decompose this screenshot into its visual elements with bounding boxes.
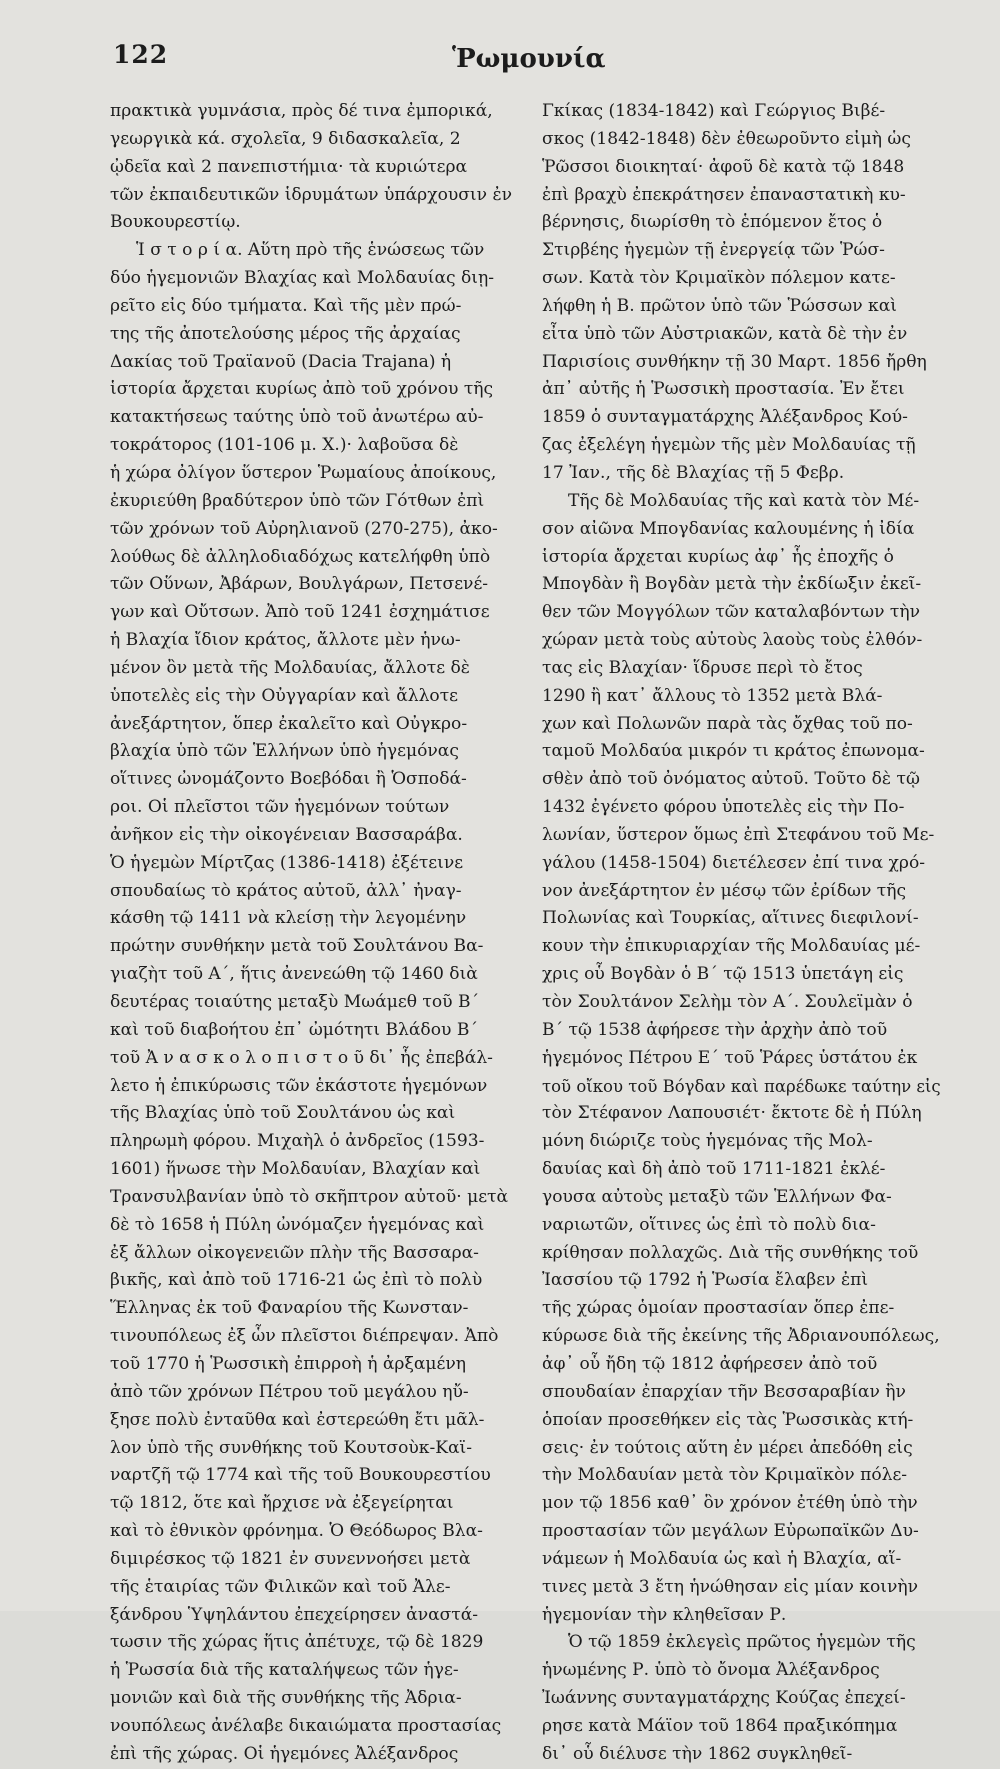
text-line: Βουκουρεστίῳ. xyxy=(110,212,241,233)
text-line: χώραν μετὰ τοὺς αὐτοὺς λαοὺς τοὺς ἐλθόν- xyxy=(542,630,923,651)
right-text-column xyxy=(542,98,946,1769)
text-line: τῷ 1812, ὅτε καὶ ἤρχισε νὰ ἐξεγείρηται xyxy=(110,1493,454,1514)
text-line: τῆς ἑταιρίας τῶν Φιλικῶν καὶ τοῦ Ἀλε- xyxy=(110,1576,451,1597)
text-line: θεν τῶν Μογγόλων τῶν καταλαβόντων τὴν xyxy=(542,602,921,623)
text-line: Ἱ σ τ ο ρ ί α. Αὕτη πρὸ τῆς ἑνώσεως τῶν xyxy=(136,240,485,261)
text-line: ἐπὶ βραχὺ ἐπεκράτησεν ἐπαναστατικὴ κυ- xyxy=(542,184,906,205)
text-line: ναριωτῶν, οἵτινες ὡς ἐπὶ τὸ πολὺ δια- xyxy=(542,1214,876,1235)
text-line: ρεῖτο εἰς δύο τμήματα. Καὶ τῆς μὲν πρώ- xyxy=(110,295,462,316)
text-line: τῶν ἐκπαιδευτικῶν ἱδρυμάτων ὑπάρχουσιν ἐν xyxy=(110,184,513,205)
text-line: ροι. Οἱ πλεῖστοι τῶν ἡγεμόνων τούτων xyxy=(110,797,450,818)
text-line: ἀπὸ τῶν χρόνων Πέτρου τοῦ μεγάλου ηὔ- xyxy=(110,1381,469,1402)
text-line: 1601) ἥνωσε τὴν Μολδαυίαν, Βλαχίαν καὶ xyxy=(110,1159,481,1180)
text-line: γεωργικὰ κά. σχολεῖα, 9 διδασκαλεῖα, 2 xyxy=(110,128,461,149)
text-line: εἶτα ὑπὸ τῶν Αὐστριακῶν, κατὰ δὲ τὴν ἐν xyxy=(542,323,908,344)
text-line: λούθως δὲ ἀλληλοδιαδόχως κατελήφθη ὑπὸ xyxy=(110,546,491,567)
text-line: Γκίκας (1834-1842) καὶ Γεώργιος Βιβέ- xyxy=(542,101,886,121)
text-line: σπουδαίαν ἐπαρχίαν τῆν Βεσσαραβίαν ἣν xyxy=(542,1381,906,1402)
running-title: Ῥωμουνία xyxy=(452,44,606,74)
text-line: Ῥῶσσοι διοικηταί· ἀφοῦ δὲ κατὰ τῷ 1848 xyxy=(542,156,905,177)
text-line: χων καὶ Πολωνῶν παρὰ τὰς ὄχθας τοῦ πο- xyxy=(542,713,913,734)
text-line: ξησε πολὺ ἐνταῦθα καὶ ἐστερεώθη ἔτι μᾶλ- xyxy=(110,1409,485,1430)
text-line: τὴν Μολδαυίαν μετὰ τὸν Κριμαϊκὸν πόλε- xyxy=(542,1465,908,1486)
text-line: καὶ τοῦ διαβοήτου ἐπ᾽ ὠμότητι Βλάδου Β΄ xyxy=(110,1019,478,1040)
text-line: βλαχία ὑπὸ τῶν Ἑλλήνων ὑπὸ ἡγεμόνας xyxy=(110,741,459,762)
text-line: ᾠδεῖα καὶ 2 πανεπιστήμια· τὰ κυριώτερα xyxy=(110,156,468,177)
page-number: 122 xyxy=(113,40,169,69)
text-line: σων. Κατὰ τὸν Κριμαϊκὸν πόλεμον κατε- xyxy=(542,268,896,289)
text-line: λωνίαν, ὕστερον ὅμως ἐπὶ Στεφάνου τοῦ Με- xyxy=(542,824,935,845)
text-line: βικῆς, καὶ ἀπὸ τοῦ 1716-21 ὡς ἐπὶ τὸ πολὺ xyxy=(110,1270,483,1291)
text-line: γάλου (1458-1504) διετέλεσεν ἐπί τινα χρό- xyxy=(542,852,926,873)
text-line: δευτέρας τοιαύτης μεταξὺ Μωάμεθ τοῦ Β΄ xyxy=(110,992,480,1012)
text-line: τῆς Βλαχίας ὑπὸ τοῦ Σουλτάνου ὡς καὶ xyxy=(110,1103,456,1124)
text-line: μονιῶν καὶ διὰ τῆς συνθήκης τῆς Ἀδρια- xyxy=(110,1688,462,1709)
text-line: κάσθη τῷ 1411 νὰ κλείσῃ τὴν λεγομένην xyxy=(110,908,467,929)
text-line: τῶν Οὕνων, Ἀβάρων, Βουλγάρων, Πετσενέ- xyxy=(110,574,489,595)
text-line: κύρωσε διὰ τῆς ἐκείνης τῆς Ἀδριανουπόλεως, xyxy=(542,1326,940,1347)
text-line: ἱστορία ἄρχεται κυρίως ἀπὸ τοῦ χρόνου τῆς xyxy=(110,379,494,400)
text-line: τινουπόλεως ἐξ ὧν πλεῖστοι διέπρεψαν. Ἀπὸ xyxy=(110,1326,499,1347)
text-line: δι᾽ οὗ διέλυσε τὴν 1862 συγκληθεῖ- xyxy=(542,1743,853,1764)
text-line: Ἰασσίου τῷ 1792 ἡ Ῥωσία ἔλαβεν ἐπὶ xyxy=(542,1270,869,1291)
text-line: γουσα αὐτοὺς μεταξὺ τῶν Ἑλλήνων Φα- xyxy=(542,1186,892,1207)
text-line: ἀνεξάρτητον, ὅπερ ἐκαλεῖτο καὶ Οὐγκρο- xyxy=(110,713,468,734)
text-line: σπουδαίως τὸ κράτος αὐτοῦ, ἀλλ᾽ ἠναγ- xyxy=(110,880,462,901)
text-line: Ἰωάννης συνταγματάρχης Κούζας ἐπεχεί- xyxy=(542,1688,906,1709)
text-line: τινες μετὰ 3 ἔτη ἡνώθησαν εἰς μίαν κοινὴν xyxy=(542,1576,919,1597)
text-line: οἵτινες ὠνομάζοντο Βοεβόδαι ἢ Ὁσποδά- xyxy=(110,769,467,790)
text-line: Μπογδὰν ἢ Βογδὰν μετὰ τὴν ἐκδίωξιν ἐκεῖ- xyxy=(542,574,922,595)
text-line: γων καὶ Οὔτσων. Ἀπὸ τοῦ 1241 ἐσχημάτισε xyxy=(110,602,490,623)
text-line: τὸν Σουλτάνον Σελὴμ τὸν Α΄. Σουλεϊμὰν ὁ xyxy=(542,992,913,1012)
text-line: δύο ἡγεμονιῶν Βλαχίας καὶ Μολδαυίας διῃ- xyxy=(110,268,495,289)
text-line: νουπόλεως ἀνέλαβε δικαιώματα προστασίας xyxy=(110,1715,502,1736)
text-line: τῆς χώρας ὁμοίαν προστασίαν ὅπερ ἐπε- xyxy=(542,1298,895,1319)
text-line: τοῦ Ἀ ν α σ κ ο λ ο π ι σ τ ο ῦ δι᾽ ἧς ἐπεβάλ- xyxy=(110,1047,493,1068)
text-line: Β΄ τῷ 1538 ἀφήρεσε τὴν ἀρχὴν ἀπὸ τοῦ xyxy=(542,1019,888,1040)
text-line: Πολωνίας καὶ Τουρκίας, αἵτινες διεφιλονί- xyxy=(542,908,919,929)
left-text-column xyxy=(110,98,514,1769)
text-line: μένον ὂν μετὰ τῆς Μολδαυίας, ἄλλοτε δὲ xyxy=(110,657,470,678)
text-line: πρώτην συνθήκην μετὰ τοῦ Σουλτάνου Βα- xyxy=(110,936,484,957)
text-line: νάμεων ἡ Μολδαυία ὡς καὶ ἡ Βλαχία, αἵ- xyxy=(542,1548,902,1569)
text-line: ναρτζῆ τῷ 1774 καὶ τῆς τοῦ Βουκουρεστίου xyxy=(110,1465,491,1486)
text-line: γιαζὴτ τοῦ Α΄, ἥτις ἀνενεώθη τῷ 1460 διὰ xyxy=(110,964,478,985)
text-line: νον ἀνεξάρτητον ἐν μέσῳ τῶν ἐρίδων τῆς xyxy=(542,880,907,901)
text-line: κρίθησαν πολλαχῶς. Διὰ τῆς συνθήκης τοῦ xyxy=(542,1242,919,1263)
text-line: ἐπὶ τῆς χώρας. Οἱ ἡγεμόνες Ἀλέξανδρος xyxy=(110,1743,459,1764)
text-line: 1859 ὁ συνταγματάρχης Ἀλέξανδρος Κού- xyxy=(542,407,908,428)
text-line: προστασίαν τῶν μεγάλων Εὐρωπαϊκῶν Δυ- xyxy=(542,1521,919,1542)
text-line: σεις· ἐν τούτοις αὕτη ἐν μέρει ἀπεδόθη εἰς xyxy=(542,1437,913,1458)
text-line: ταμοῦ Μολδαύα μικρόν τι κράτος ἐπωνομα- xyxy=(542,741,925,762)
text-line: λον ὑπὸ τῆς συνθήκης τοῦ Κουτσοὺκ-Καϊ- xyxy=(110,1437,473,1458)
text-line: ἱστορία ἄρχεται κυρίως ἀφ᾽ ἧς ἐποχῆς ὁ xyxy=(542,546,894,567)
text-line: καὶ τὸ ἐθνικὸν φρόνημα. Ὁ Θεόδωρος Βλα- xyxy=(110,1521,483,1542)
text-line: Παρισίοις συνθήκην τῇ 30 Μαρτ. 1856 ἤρθη xyxy=(542,351,927,372)
text-line: ἐκυριεύθη βραδύτερον ὑπὸ τῶν Γότθων ἐπὶ xyxy=(110,490,485,511)
text-line: κουν τὴν ἐπικυριαρχίαν τῆς Μολδαυίας μέ- xyxy=(542,936,921,957)
text-line: ἡνωμένης Ρ. ὑπὸ τὸ ὄνομα Ἀλέξανδρος xyxy=(542,1660,880,1681)
text-line: τας εἰς Βλαχίαν· ἵδρυσε περὶ τὸ ἔτος xyxy=(542,657,863,678)
text-line: Ἕλληνας ἐκ τοῦ Φαναρίου τῆς Κωνσταν- xyxy=(110,1298,469,1319)
text-line: ἐξ ἄλλων οἰκογενειῶν πλὴν τῆς Βασσαρα- xyxy=(110,1242,479,1263)
text-line: τοῦ 1770 ἡ Ῥωσσικὴ ἐπιρροὴ ἡ ἀρξαμένη xyxy=(110,1353,467,1374)
text-line: τῶν χρόνων τοῦ Αὐρηλιανοῦ (270-275), ἀκο- xyxy=(110,518,498,539)
text-line: 1290 ἢ κατ᾽ ἄλλους τὸ 1352 μετὰ Βλά- xyxy=(542,685,883,706)
text-line: μόνη διώριζε τοὺς ἡγεμόνας τῆς Μολ- xyxy=(542,1131,873,1152)
text-line: Τῆς δὲ Μολδαυίας τῆς καὶ κατὰ τὸν Μέ- xyxy=(568,490,920,511)
text-line: Στιρβέης ἡγεμὼν τῇ ἐνεργείᾳ τῶν Ῥώσ- xyxy=(542,240,885,261)
text-line: κατακτήσεως ταύτης ὑπὸ τοῦ ἀνωτέρω αὐ- xyxy=(110,407,484,428)
text-line: 1432 ἐγένετο φόρου ὑποτελὲς εἰς τὴν Πο- xyxy=(542,797,905,818)
text-line: δαυίας καὶ δὴ ἀπὸ τοῦ 1711-1821 ἐκλέ- xyxy=(542,1159,886,1180)
text-line: Ὁ ἡγεμὼν Μίρτζας (1386-1418) ἐξέτεινε xyxy=(110,852,464,873)
text-line: μον τῷ 1856 καθ᾽ ὃν χρόνον ἐτέθη ὑπὸ τὴν xyxy=(542,1493,918,1514)
text-line: ἡ Βλαχία ἴδιον κράτος, ἄλλοτε μὲν ἡνω- xyxy=(110,630,461,651)
text-line: ἀφ᾽ οὗ ἤδη τῷ 1812 ἀφήρεσεν ἀπὸ τοῦ xyxy=(542,1353,878,1374)
text-line: ζας ἐξελέγη ἡγεμὼν τῆς μὲν Μολδαυίας τῇ xyxy=(542,435,916,456)
text-line: χρις οὗ Βογδὰν ὁ Β΄ τῷ 1513 ὑπετάγη εἰς xyxy=(542,964,904,985)
text-line: τοῦ οἴκου τοῦ Βόγδαν καὶ παρέδωκε ταύτην εἰς xyxy=(542,1076,941,1096)
text-line: σον αἰῶνα Μπογδανίας καλουμένης ἡ ἰδία xyxy=(542,518,915,539)
text-line: πρακτικὰ γυμνάσια, πρὸς δέ τινα ἐμπορικά, xyxy=(110,101,493,121)
text-line: τοκράτορος (101-106 μ. Χ.)· λαβοῦσα δὲ xyxy=(110,435,459,456)
text-line: δὲ τὸ 1658 ἡ Πύλη ὠνόμαζεν ἡγεμόνας καὶ xyxy=(110,1214,485,1235)
text-line: λήφθη ἡ Β. πρῶτον ὑπὸ τῶν Ῥώσσων καὶ xyxy=(542,295,897,316)
text-line: ρησε κατὰ Μάϊον τοῦ 1864 πραξικόπημα xyxy=(542,1715,898,1736)
text-line: λετο ἡ ἐπικύρωσις τῶν ἑκάστοτε ἡγεμόνων xyxy=(110,1075,488,1096)
text-line: ἀπ᾽ αὐτῆς ἡ Ῥωσσικὴ προστασία. Ἐν ἔτει xyxy=(542,379,905,400)
text-line: Τρανσυλβανίαν ὑπὸ τὸ σκῆπτρον αὐτοῦ· μετὰ xyxy=(110,1186,509,1207)
text-line: διμιρέσκος τῷ 1821 ἐν συνεννοήσει μετὰ xyxy=(110,1548,471,1569)
text-line: βέρνησις, διωρίσθη τὸ ἑπόμενον ἔτος ὁ xyxy=(542,212,883,233)
text-line: Δακίας τοῦ Τραϊανοῦ (Dacia Trajana) ἡ xyxy=(110,351,452,372)
text-line: σθὲν ἀπὸ τοῦ ὀνόματος αὐτοῦ. Τοῦτο δὲ τῷ xyxy=(542,769,920,790)
text-line: ἡγεμόνος Πέτρου Ε΄ τοῦ Ῥάρες ὑστάτου ἐκ xyxy=(542,1047,918,1068)
text-line: σκος (1842-1848) δὲν ἐθεωροῦντο εἰμὴ ὡς xyxy=(542,128,911,149)
text-line: ἡ Ῥωσσία διὰ τῆς καταλήψεως τῶν ἡγε- xyxy=(110,1660,459,1681)
text-line: ἡγεμονίαν τὴν κληθεῖσαν Ρ. xyxy=(542,1604,787,1625)
text-line: ὑποτελὲς εἰς τὴν Οὐγγαρίαν καὶ ἄλλοτε xyxy=(110,685,459,706)
text-line: τωσιν τῆς χώρας ἥτις ἀπέτυχε, τῷ δὲ 1829 xyxy=(110,1632,484,1653)
text-line: Ὁ τῷ 1859 ἐκλεγεὶς πρῶτος ἡγεμὼν τῆς xyxy=(568,1632,916,1653)
text-line: τὸν Στέφανον Λαπουσιέτ· ἔκτοτε δὲ ἡ Πύλη xyxy=(542,1103,922,1124)
text-line: ὁποίαν προσεθήκεν εἰς τὰς Ῥωσσικὰς κτή- xyxy=(542,1409,914,1430)
text-line: ξάνδρου Ὑψηλάντου ἐπεχείρησεν ἀναστά- xyxy=(110,1604,479,1625)
text-line: 17 Ἰαν., τῆς δὲ Βλαχίας τῇ 5 Φεβρ. xyxy=(542,462,845,483)
text-line: ἡ χώρα ὀλίγον ὕστερον Ῥωμαίους ἀποίκους, xyxy=(110,462,497,483)
text-line: πληρωμὴ φόρου. Μιχαὴλ ὁ ἀνδρεῖος (1593- xyxy=(110,1131,485,1152)
text-line: της τῆς ἀποτελούσης μέρος τῆς ἀρχαίας xyxy=(110,323,461,344)
text-line: ἀνῆκον εἰς τὴν οἰκογένειαν Βασσαράβα. xyxy=(110,824,463,845)
